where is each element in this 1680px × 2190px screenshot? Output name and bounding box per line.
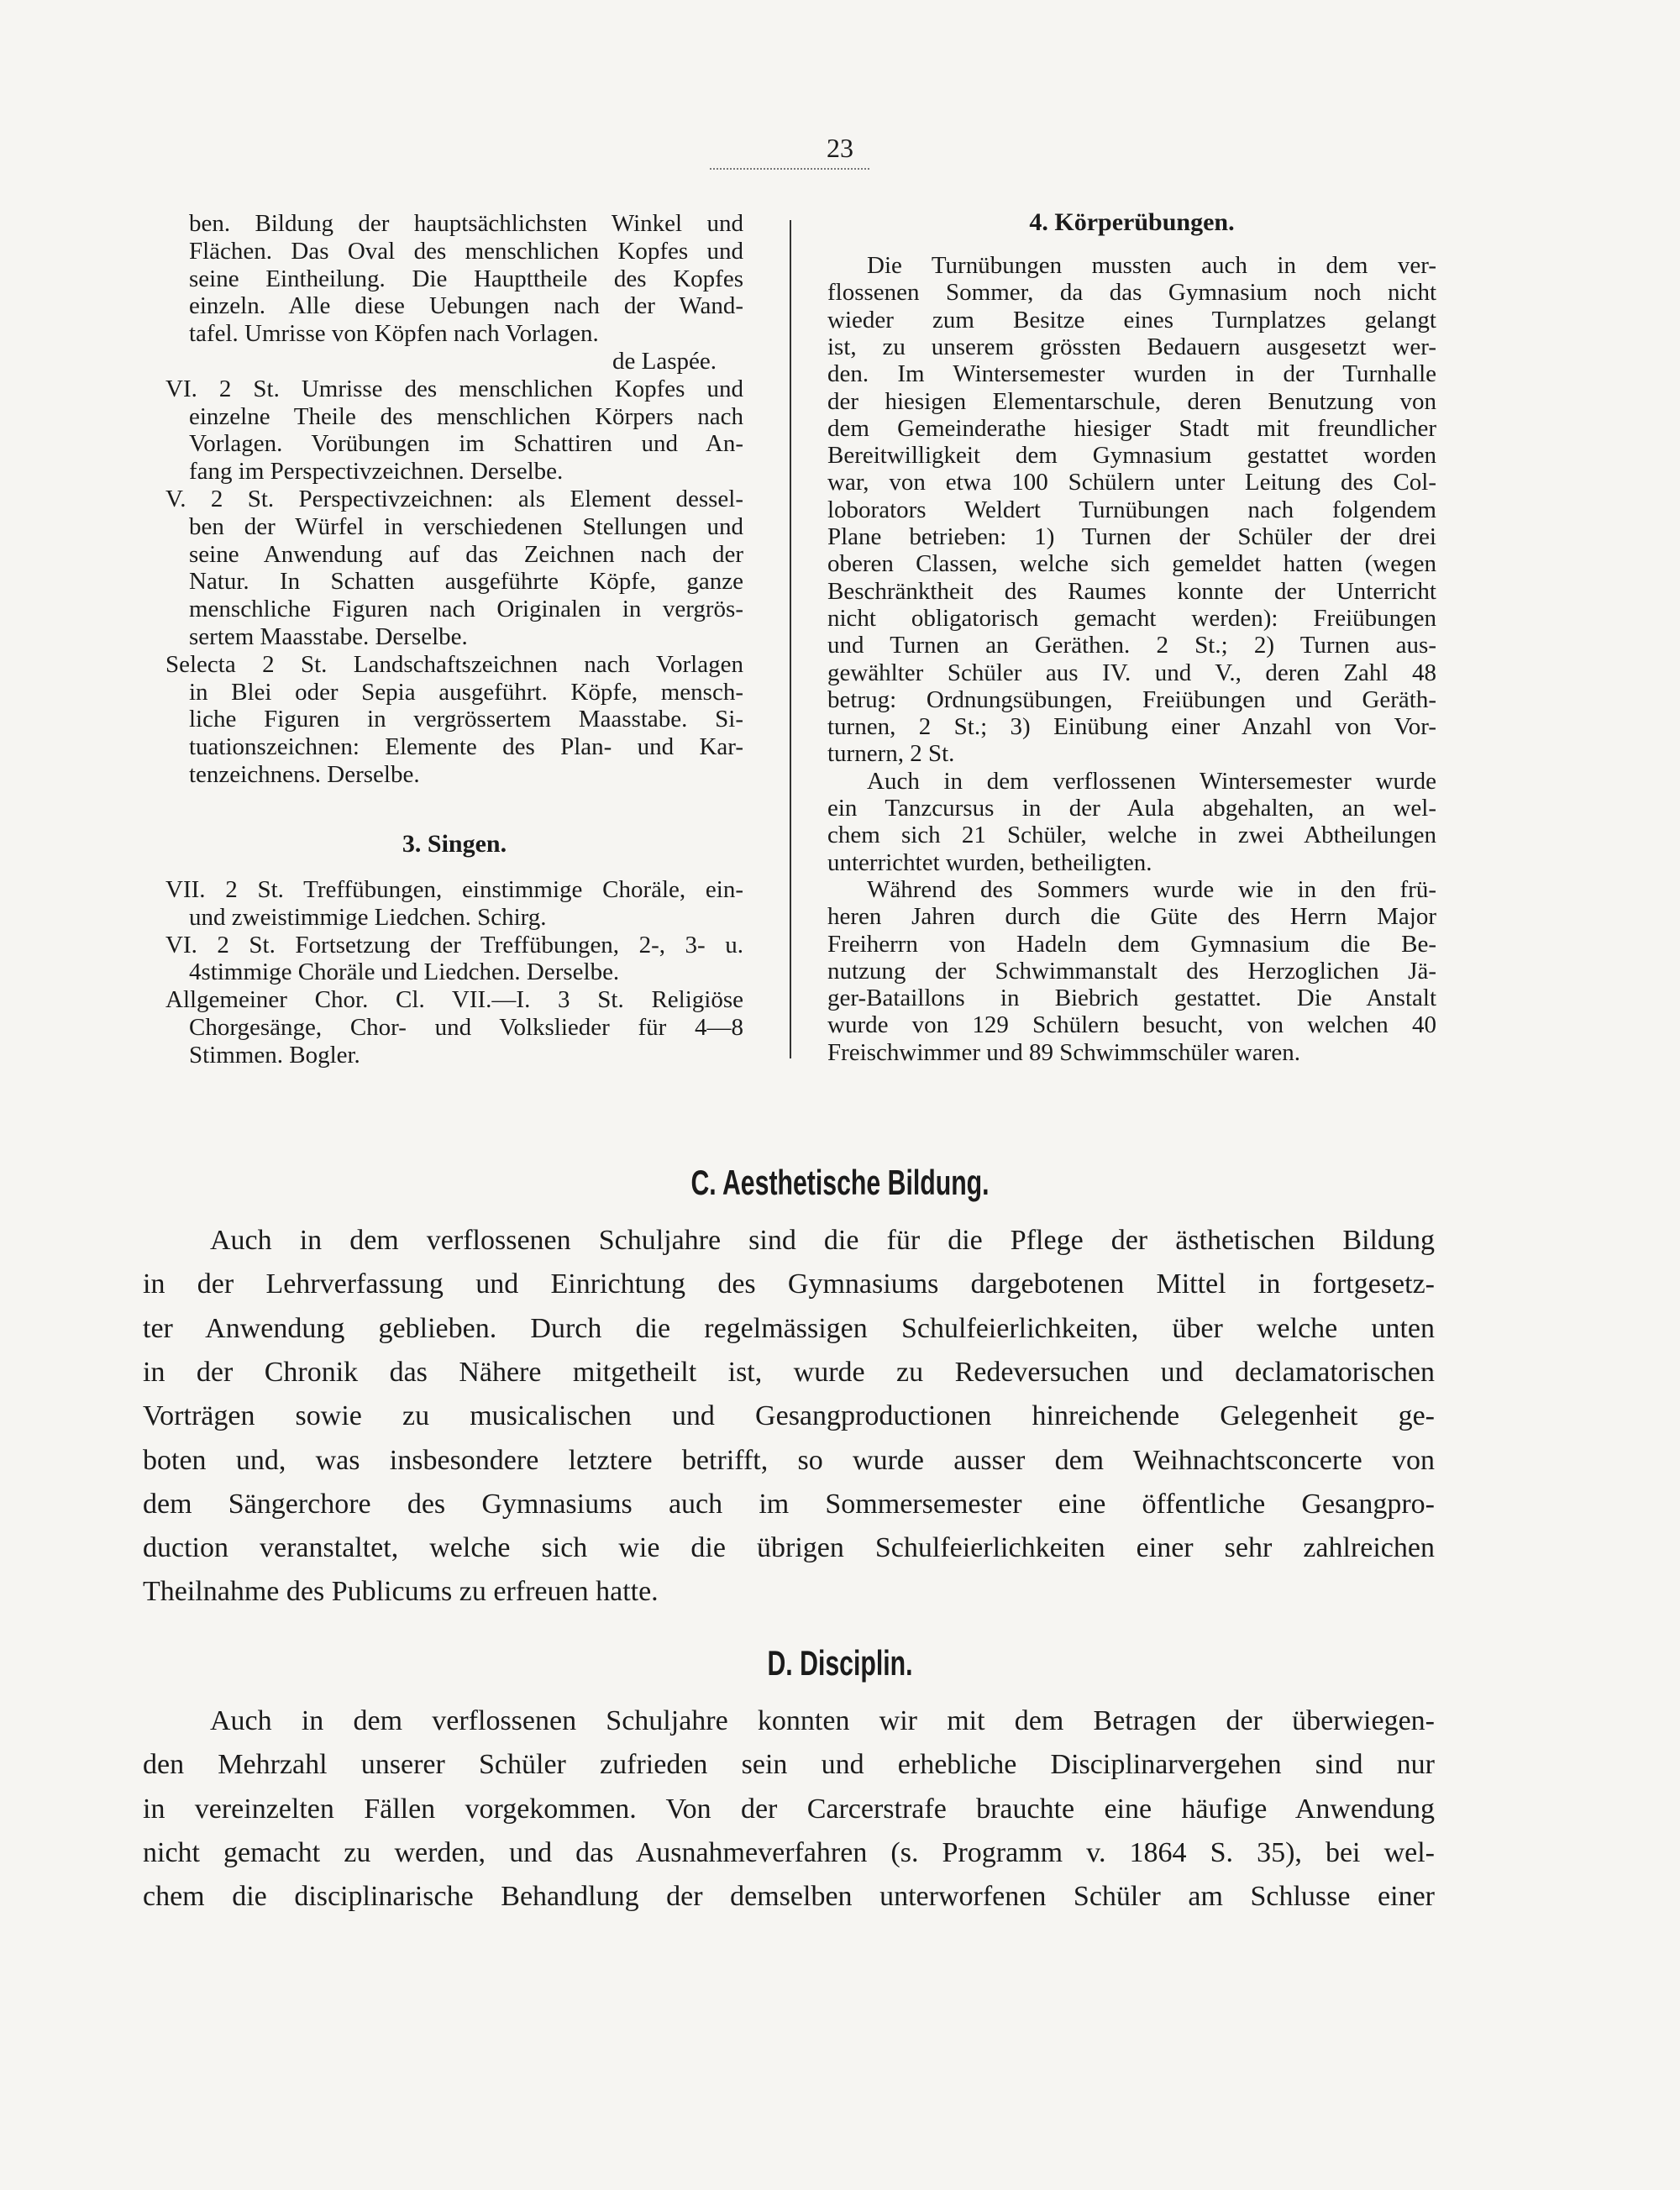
section-c-heading: C. Aesthetische Bildung. [690,1163,990,1202]
text-line: Während des Sommers wurde wie in den frü- [867,875,1436,903]
text-line: ben der Würfel in verschiedenen Stellungen und [189,512,743,540]
text-line: sertem Maasstabe. Derselbe. [189,623,468,650]
text-line: Flächen. Das Oval des menschlichen Kopfes und [189,237,743,265]
text-line: der hiesigen Elementarschule, deren Benutzung von [827,387,1436,415]
text-line: Natur. In Schatten ausgeführte Köpfe, ganze [189,568,743,596]
text-line: in der Chronik das Nähere mitgetheilt ist, wurde zu Redeversuchen und declamatorischen [143,1356,1435,1388]
text-line: V. 2 St. Perspectivzeichnen: als Element dessel- [165,486,743,512]
text-line: den Mehrzahl unserer Schüler zufrieden sein und erhebliche Disciplinarvergehen sind nur [143,1749,1435,1781]
text-line: loborators Weldert Turnübungen nach folgendem [827,496,1436,523]
text-line: tuationszeichnen: Elemente des Plan- und Kar- [189,733,743,761]
text-line: de Laspée. [612,348,717,375]
text-line: Chorgesänge, Chor- und Volkslieder für 4—8 [189,1014,743,1041]
text-line: chem die disciplinarische Behandlung der demselben unterworfenen Schüler am Schlusse einer [143,1881,1435,1913]
text-line: Vorlagen. Vorübungen im Schattiren und An- [189,430,743,458]
text-line: in der Lehrverfassung und Einrichtung des Gymnasiums dargebotenen Mittel in fortgesetz- [143,1268,1435,1300]
text-line: Theilnahme des Publicums zu erfreuen hatte. [143,1576,659,1608]
text-line: fang im Perspectivzeichnen. Derselbe. [189,458,564,486]
text-line: tenzeichnens. Derselbe. [189,761,420,788]
text-line: Die Turnübungen mussten auch in dem ver- [867,252,1436,279]
text-line: ein Tanzcursus in der Aula abgehalten, an wel- [827,795,1436,822]
text-line: dem Sängerchore des Gymnasiums auch im Sommersemester eine öffentliche Gesangpro- [143,1488,1435,1520]
text-line: flossenen Sommer, da das Gymnasium noch nicht [827,279,1436,307]
page-number: 23 [827,133,853,163]
text-line: VI. 2 St. Umrisse des menschlichen Kopfes und [165,375,743,402]
text-line: wieder zum Besitze eines Turnplatzes gelangt [827,306,1436,333]
text-line: Beschränktheit des Raumes konnte der Unterricht [827,577,1436,605]
text-line: Allgemeiner Chor. Cl. VII.—I. 3 St. Religiöse [165,986,743,1014]
section-d-heading: D. Disciplin. [767,1643,913,1683]
text-line: Vorträgen sowie zu musicalischen und Gesangproductionen hinreichende Gelegenheit ge- [143,1400,1435,1432]
text-line: boten und, was insbesondere letztere betrifft, so wurde ausser dem Weihnachtsconcerte von [143,1444,1435,1476]
text-line: tafel. Umrisse von Köpfen nach Vorlagen. [189,320,599,348]
text-line: nicht obligatorisch gemacht werden): Freiübungen [827,604,1436,632]
text-line: den. Im Wintersemester wurden in der Turnhalle [827,360,1436,388]
text-line: dem Gemeinderathe hiesiger Stadt mit freundlicher [827,414,1436,442]
text-line: turnen, 2 St.; 3) Einübung einer Anzahl von Vor- [827,713,1436,741]
text-line: turnern, 2 St. [827,740,955,768]
text-line: betrug: Ordnungsübungen, Freiübungen und Geräth- [827,685,1436,713]
text-line: ben. Bildung der hauptsächlichsten Winkel und [189,210,743,237]
text-line: seine Eintheilung. Die Haupttheile des Kopfes [189,265,743,292]
text-line: VII. 2 St. Treffübungen, einstimmige Choräle, ein- [165,876,743,903]
text-line: wurde von 129 Schülern besucht, von welchen 40 [827,1011,1436,1039]
ornament-rule [710,168,869,175]
text-line: war, von etwa 100 Schülern unter Leitung des Col- [827,469,1436,496]
text-line: nutzung der Schwimmanstalt des Herzoglichen Jä- [827,957,1436,985]
text-line: und Turnen an Geräthen. 2 St.; 2) Turnen aus- [827,632,1436,659]
text-line: Auch in dem verflossenen Schuljahre sind die für die Pflege der ästhetischen Bildung [210,1225,1435,1256]
text-line: ter Anwendung geblieben. Durch die regelmässigen Schulfeierlichkeiten, über welche unten [143,1312,1435,1344]
text-line: Auch in dem verflossenen Schuljahre konnten wir mit dem Betragen der überwiegen- [210,1705,1435,1736]
text-line: liche Figuren in vergrössertem Maasstabe. Si- [189,706,743,733]
text-line: in Blei oder Sepia ausgeführt. Köpfe, mensch- [189,678,743,706]
singing-heading: 3. Singen. [402,830,507,858]
text-line: Plane betrieben: 1) Turnen der Schüler der drei [827,523,1436,550]
text-line: in vereinzelten Fällen vorgekommen. Von der Carcerstrafe brauchte eine häufige Anwendung [143,1793,1435,1825]
physical-exercise-heading: 4. Körperübungen. [1029,208,1235,236]
text-line: oberen Classen, welche sich gemeldet hatten (wegen [827,550,1436,578]
text-line: duction veranstaltet, welche sich wie die übrigen Schulfeierlichkeiten einer sehr zahlreichen [143,1532,1435,1564]
text-line: unterrichtet wurden, betheiligten. [827,848,1152,876]
text-line: gewählter Schüler aus IV. und V., deren Zahl 48 [827,659,1436,686]
text-line: Bereitwilligkeit dem Gymnasium gestattet worden [827,442,1436,470]
text-line: Selecta 2 St. Landschaftszeichnen nach Vorlagen [165,650,743,678]
text-line: seine Anwendung auf das Zeichnen nach der [189,540,743,568]
column-divider [790,220,791,1058]
text-line: chem sich 21 Schüler, welche in zwei Abtheilungen [827,822,1436,849]
text-line: einzelne Theile des menschlichen Körpers nach [189,402,743,430]
text-line: Stimmen. Bogler. [189,1041,360,1069]
text-line: VI. 2 St. Fortsetzung der Treffübungen, 2-, 3- u. [165,931,743,958]
text-line: ist, zu unserem grössten Bedauern ausgesetzt wer- [827,333,1436,360]
text-line: heren Jahren durch die Güte des Herrn Major [827,903,1436,931]
text-line: einzeln. Alle diese Uebungen nach der Wand- [189,292,743,320]
text-line: nicht gemacht zu werden, und das Ausnahmeverfahren (s. Programm v. 1864 S. 35), bei wel- [143,1836,1435,1868]
text-line: ger-Bataillons in Biebrich gestattet. Die Anstalt [827,985,1436,1012]
text-line: Auch in dem verflossenen Wintersemester wurde [867,767,1436,795]
text-line: menschliche Figuren nach Originalen in vergrös- [189,596,743,623]
text-line: und zweistimmige Liedchen. Schirg. [189,903,547,931]
text-line: 4stimmige Choräle und Liedchen. Derselbe. [189,958,620,986]
text-line: Freiherrn von Hadeln dem Gymnasium die Be- [827,930,1436,958]
text-line: Freischwimmer und 89 Schwimmschüler waren. [827,1038,1300,1066]
